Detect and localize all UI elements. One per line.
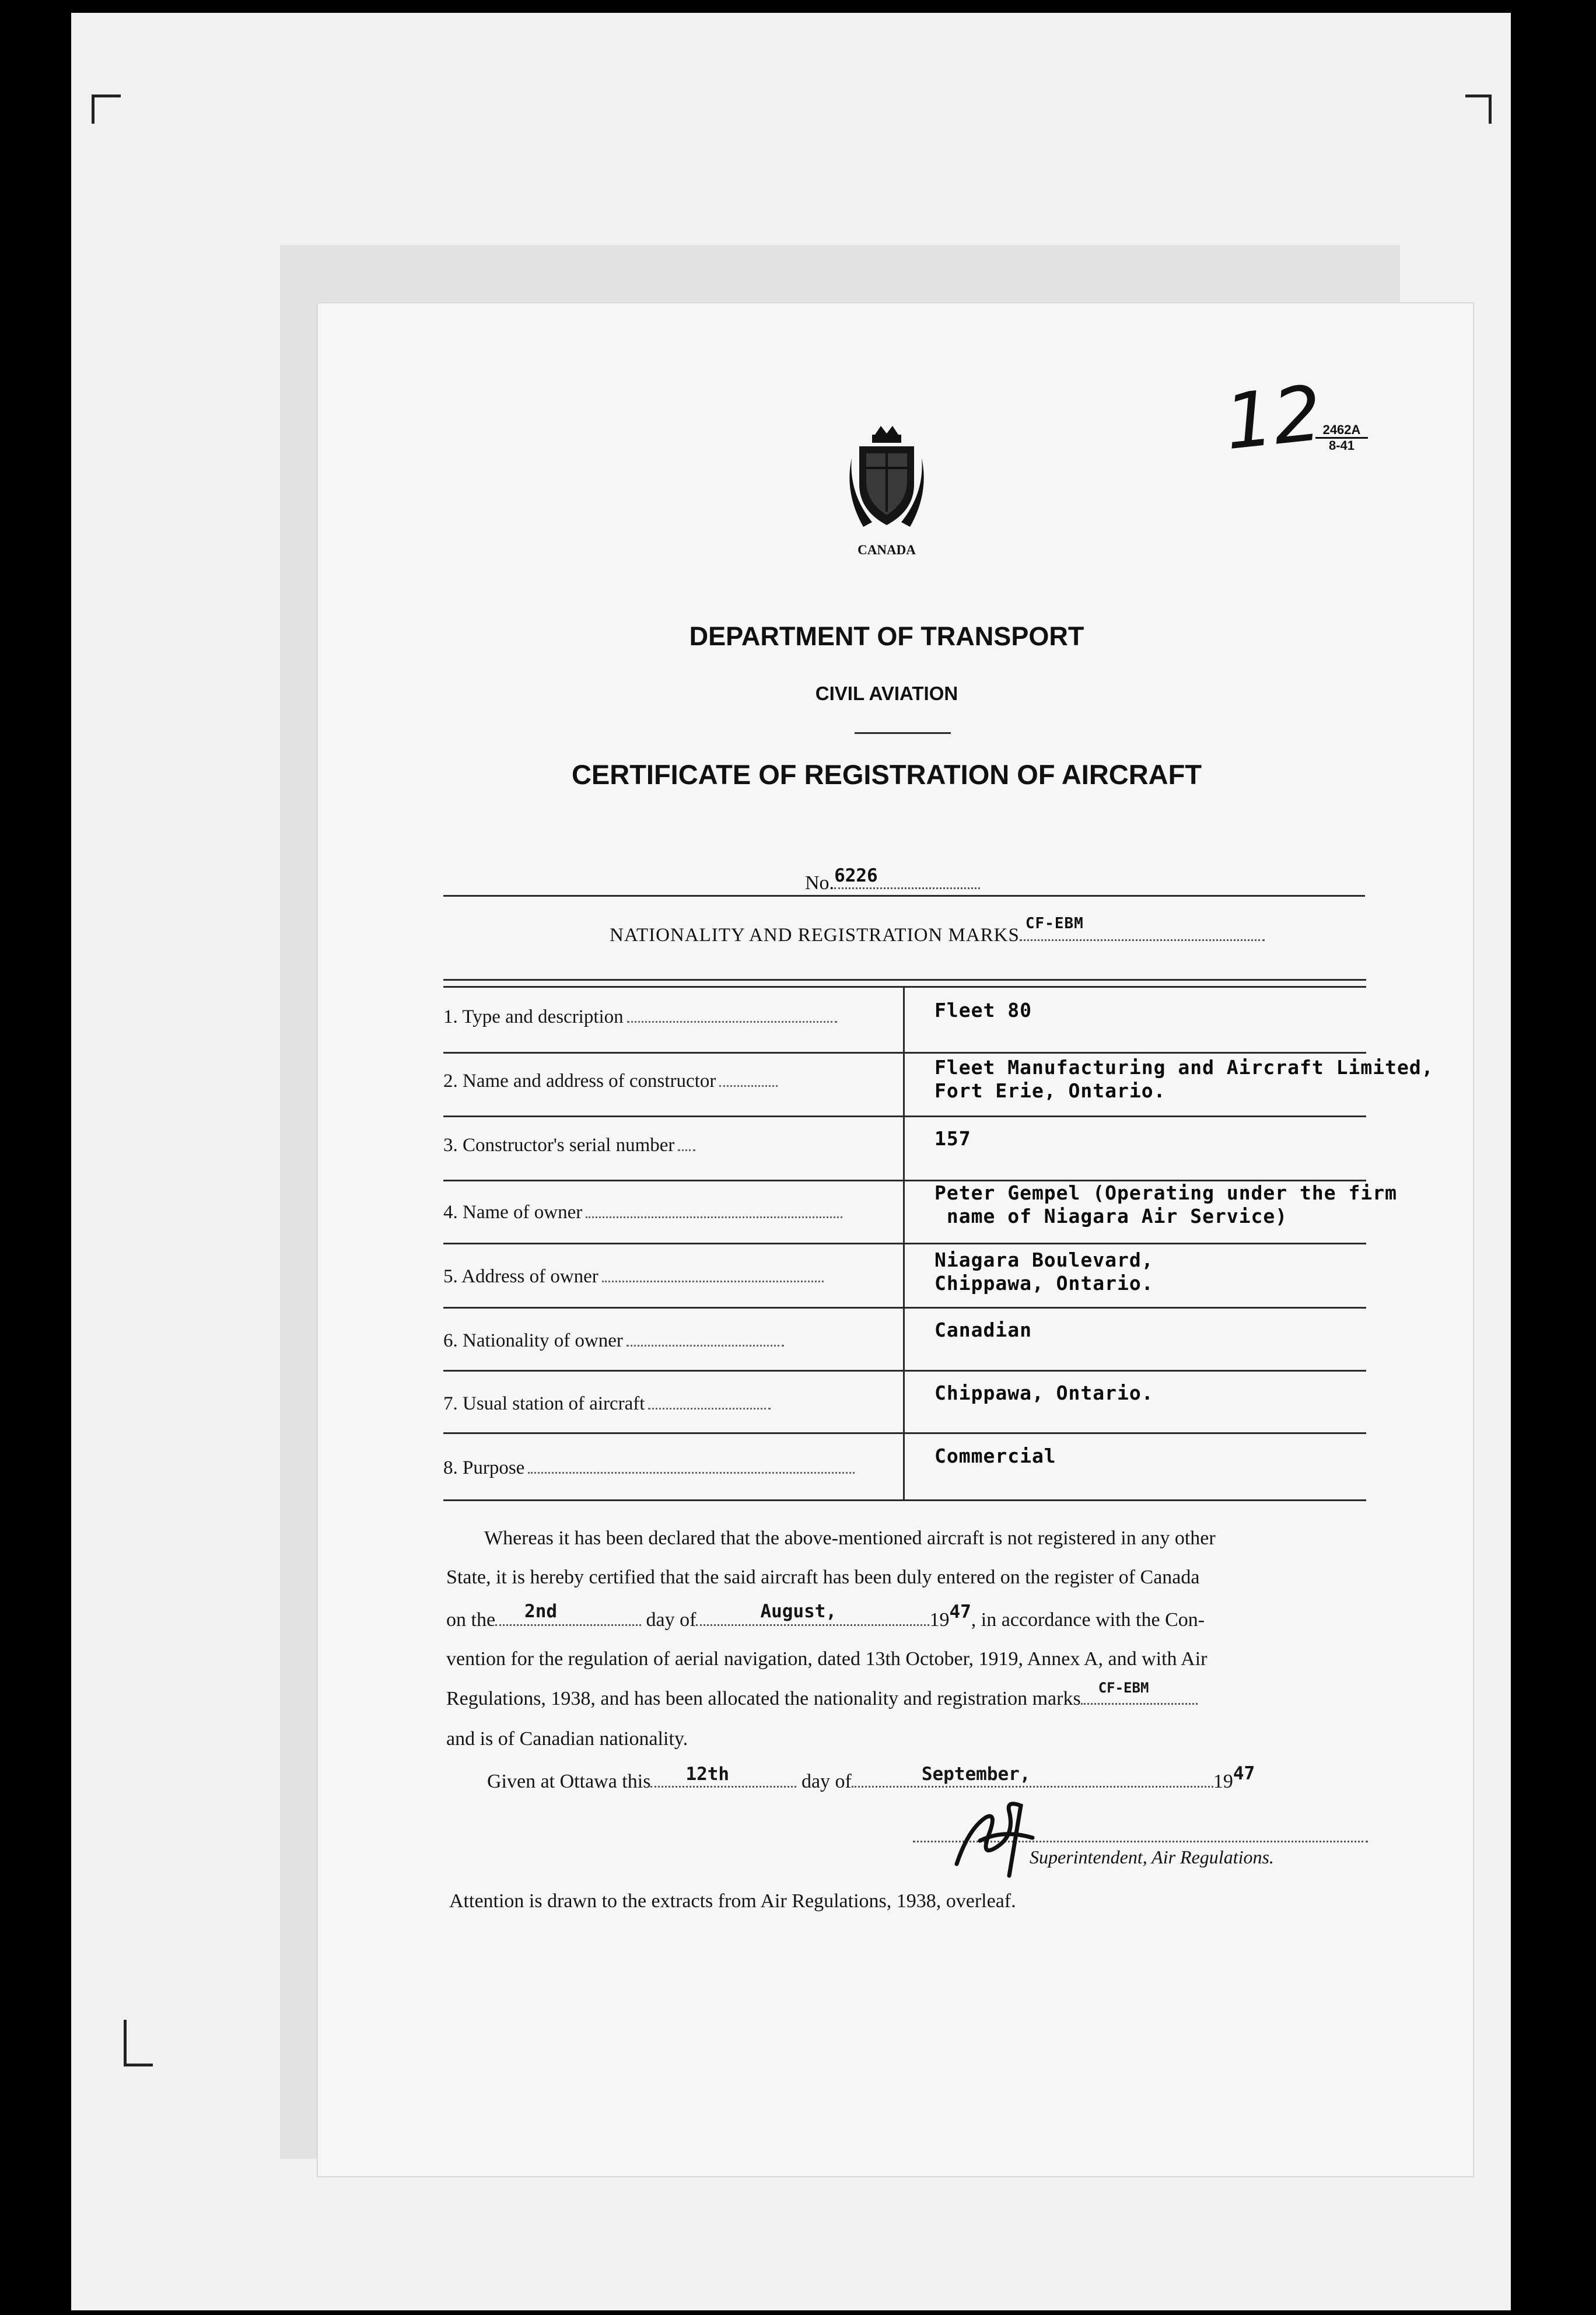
given-line: Given at Ottawa this 12th day of September, 1947 — [487, 1763, 1255, 1792]
certificate-number-line — [805, 865, 980, 894]
declaration-line-6: and is of Canadian nationality. — [446, 1728, 688, 1750]
given-month: September, — [921, 1764, 1031, 1785]
form-number-bottom: 8-41 — [1328, 438, 1355, 453]
table-row-value: Fleet Manufacturing and Aircraft Limited, Fort Erie, Ontario. — [935, 1056, 1434, 1102]
table-row-label: 6. Nationality of owner — [443, 1330, 784, 1352]
table-row-label: 5. Address of owner — [443, 1266, 824, 1288]
table-row-value: 157 — [935, 1127, 971, 1150]
header-short-rule — [855, 732, 951, 734]
crop-mark-bottom-left — [124, 2020, 153, 2066]
table-row-rule — [443, 1115, 1366, 1117]
declaration-line-1: Whereas it has been declared that the above-mentioned aircraft is not registered in any other — [484, 1527, 1216, 1549]
given-year: 47 — [1233, 1763, 1255, 1784]
number-rule — [443, 895, 1365, 897]
signature-title: Superintendent, Air Regulations. — [1030, 1847, 1274, 1868]
declaration-line-2: State, it is hereby certified that the said aircraft has been duly entered on the register of Canada — [446, 1566, 1200, 1588]
registration-month: August, — [760, 1601, 837, 1622]
table-row-label: 1. Type and description — [443, 1006, 837, 1028]
given-day: 12th — [685, 1764, 730, 1785]
crop-mark-top-left — [92, 95, 121, 124]
table-row-rule — [443, 1370, 1366, 1372]
table-row-rule — [443, 1243, 1366, 1244]
coat-of-arms-emblem — [849, 423, 925, 534]
certificate-number-value: 6226 — [834, 865, 878, 886]
table-row-rule — [443, 1052, 1366, 1054]
declaration-marks: CF-EBM — [1098, 1680, 1149, 1696]
country-label: CANADA — [858, 543, 916, 557]
registration-marks-label: NATIONALITY AND REGISTRATION MARKS — [610, 925, 1020, 946]
table-row-value: Chippawa, Ontario. — [935, 1382, 1154, 1404]
division-title: CIVIL AVIATION — [815, 683, 958, 704]
footer-note: Attention is drawn to the extracts from Air Regulations, 1938, overleaf. — [449, 1890, 1016, 1912]
table-row-rule — [443, 1307, 1366, 1309]
certificate-title: CERTIFICATE OF REGISTRATION OF AIRCRAFT — [571, 759, 1202, 790]
registration-marks-value: CF-EBM — [1025, 915, 1084, 932]
certificate-number-label: No. — [805, 872, 835, 894]
table-bottom-rule — [443, 1499, 1366, 1501]
table-row-label: 2. Name and address of constructor — [443, 1071, 778, 1092]
table-row-label: 8. Purpose — [443, 1457, 855, 1479]
declaration-line-5: Regulations, 1938, and has been allocated the nationality and registration marks CF-EBM — [446, 1688, 1198, 1710]
declaration-line-3: on the 2nd day of August, 1947, in accordance with the Con- — [446, 1601, 1205, 1631]
table-top-rule-2 — [443, 986, 1366, 988]
registration-day: 2nd — [524, 1601, 558, 1622]
table-top-rule-1 — [443, 979, 1366, 981]
signature-scrawl — [945, 1794, 1050, 1882]
table-row-value: Peter Gempel (Operating under the firm name of Niagara Air Service) — [935, 1181, 1397, 1228]
registration-marks-line — [610, 915, 1265, 946]
form-number-top: 2462A — [1315, 423, 1368, 439]
table-row-value: Fleet 80 — [935, 999, 1032, 1022]
table-row-value: Canadian — [935, 1319, 1032, 1341]
table-row-value: Niagara Boulevard, Chippawa, Ontario. — [935, 1249, 1154, 1295]
table-row-label: 3. Constructor's serial number — [443, 1135, 695, 1156]
registration-year: 47 — [949, 1601, 971, 1622]
department-title: DEPARTMENT OF TRANSPORT — [689, 621, 1084, 651]
table-row-rule — [443, 1432, 1366, 1434]
table-row-label: 7. Usual station of aircraft — [443, 1393, 771, 1415]
crop-mark-top-right — [1465, 95, 1492, 124]
table-row-label: 4. Name of owner — [443, 1202, 842, 1223]
handwritten-mark: 12 — [1220, 368, 1326, 467]
declaration-line-4: vention for the regulation of aerial navigation, dated 13th October, 1919, Annex A, and with Air — [446, 1648, 1208, 1670]
table-row-value: Commercial — [935, 1445, 1056, 1467]
